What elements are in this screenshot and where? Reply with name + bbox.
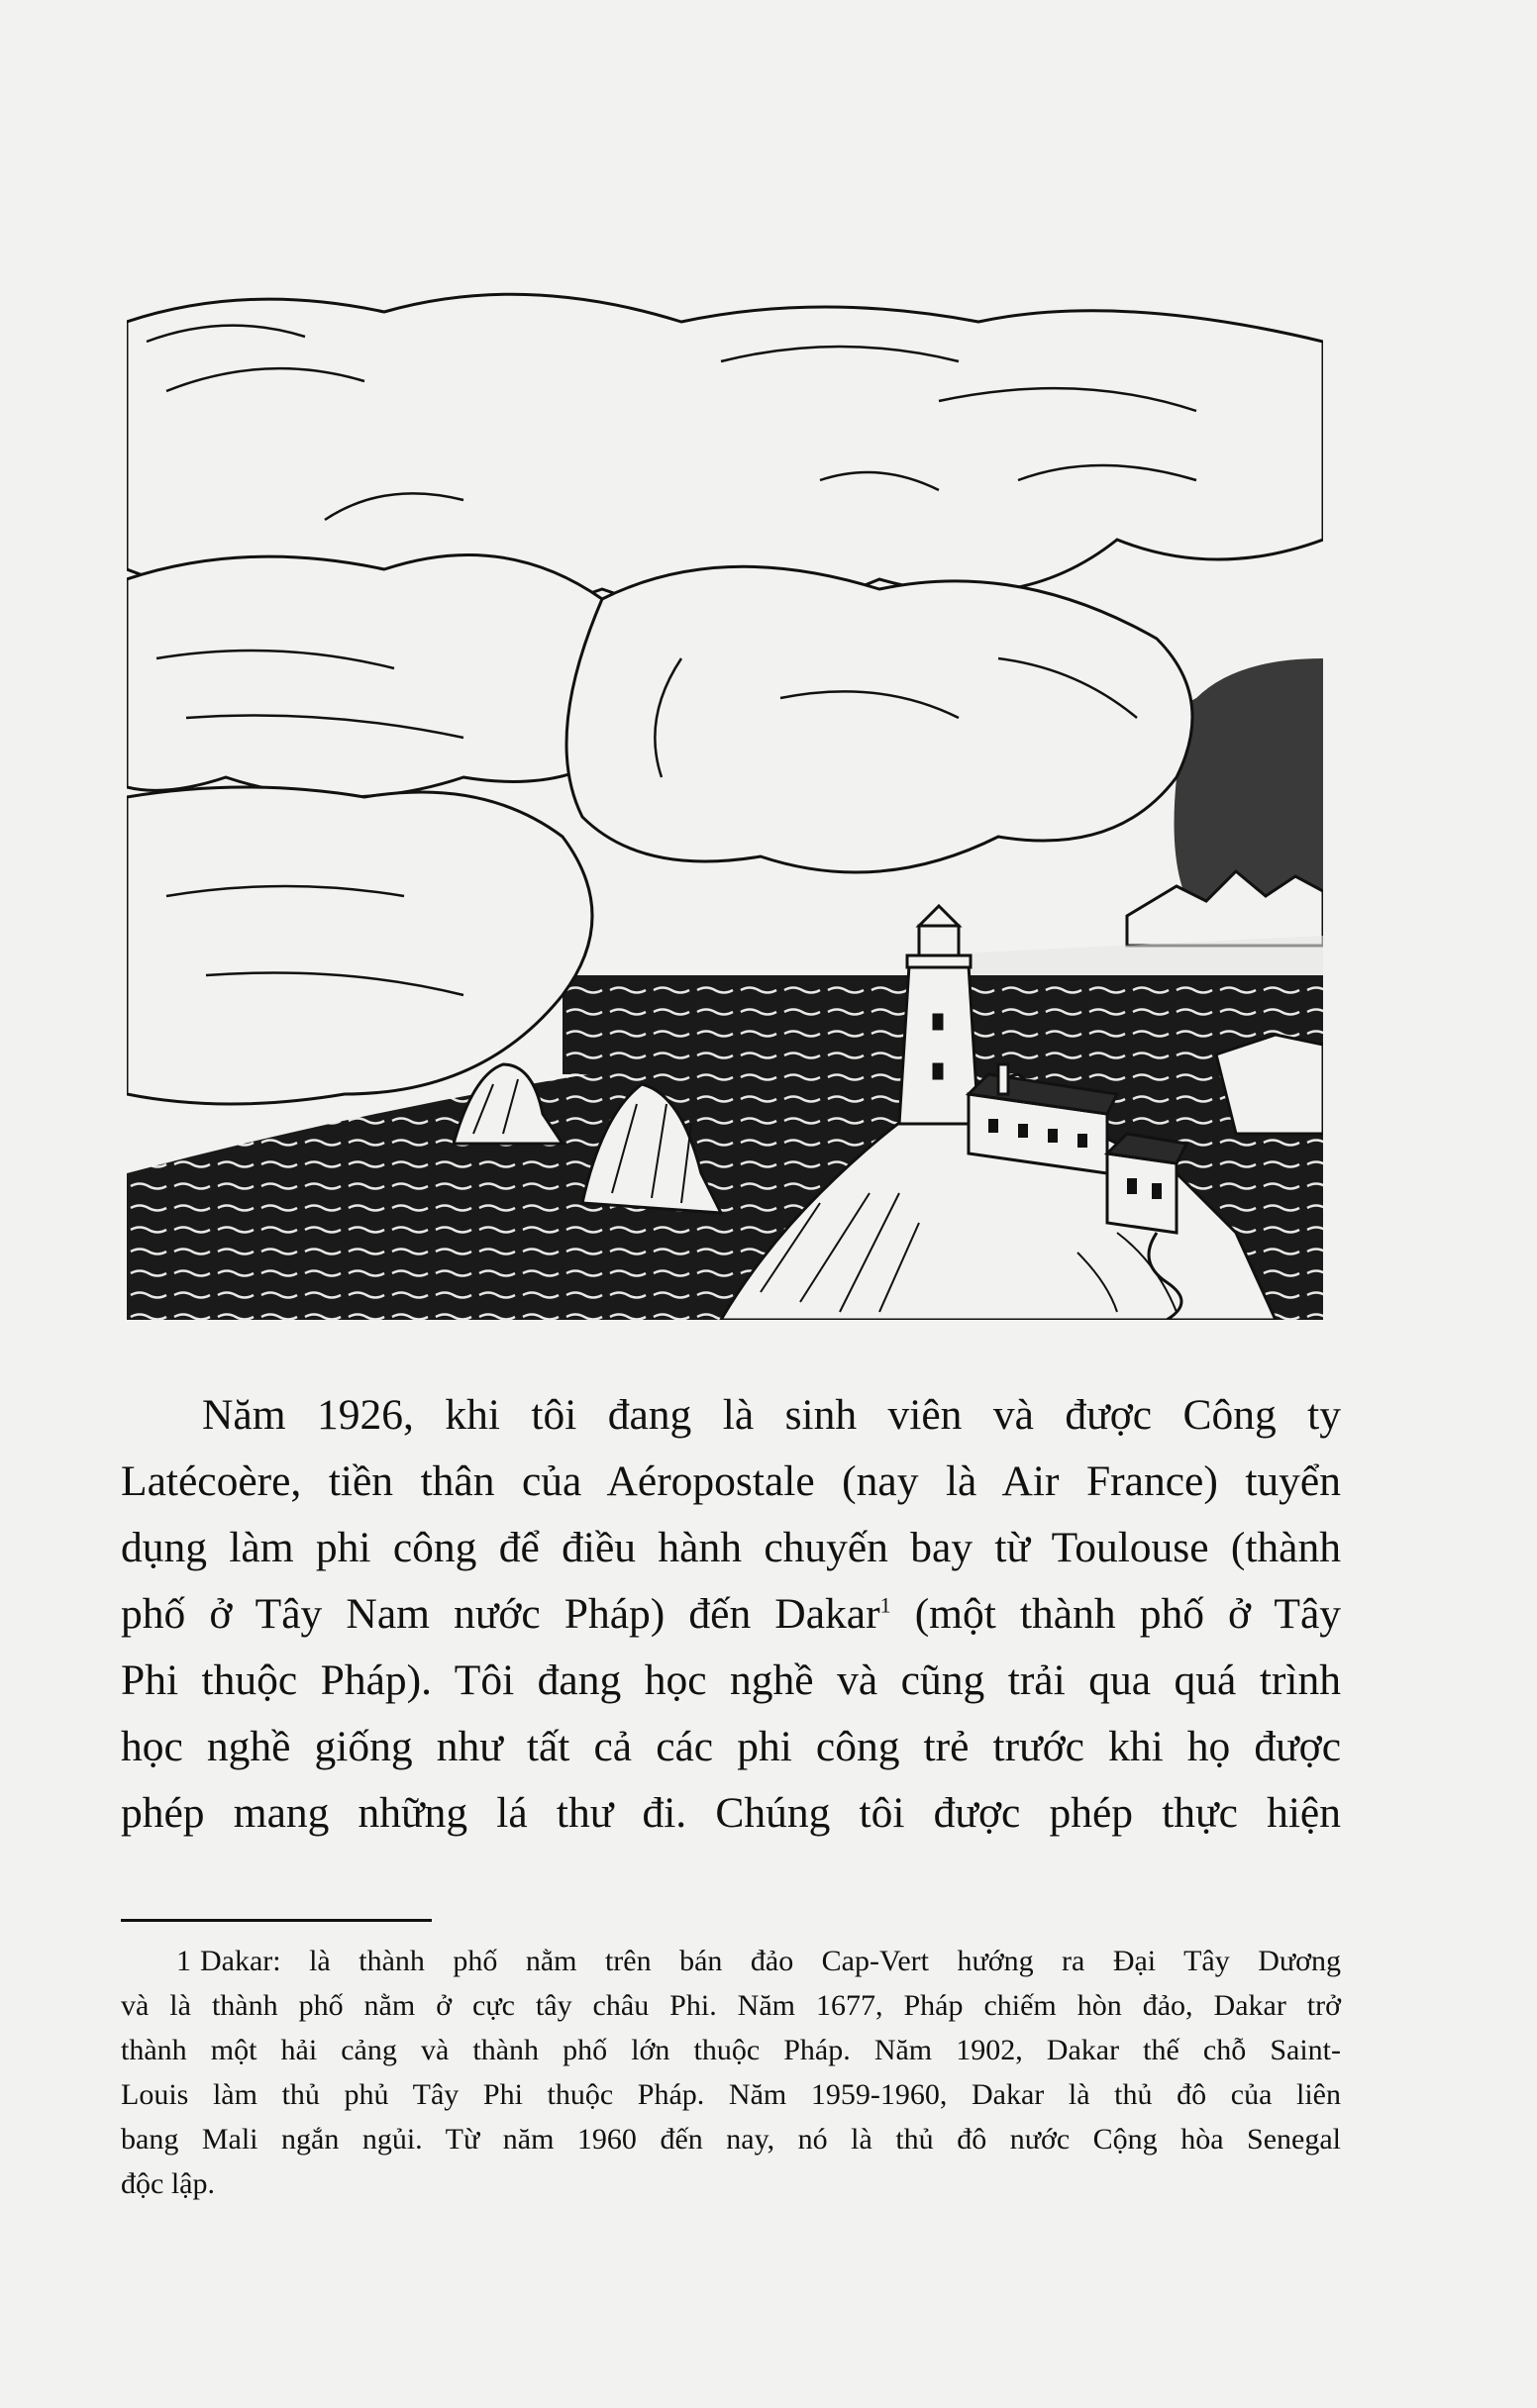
footnote-line: thành một hải cảng và thành phố lớn thuộc Pháp. Năm 1902, Dakar thế chỗ Saint- (121, 2034, 1341, 2066)
footnote-line: Louis làm thủ phủ Tây Phi thuộc Pháp. Năm 1959-1960, Dakar là thủ đô của liên (121, 2078, 1341, 2111)
footnote-line: độc lập. (121, 2167, 215, 2200)
text-line: phép mang những lá thư đi. Chúng tôi được phép thực hiện (121, 1789, 1341, 1837)
text-line: học nghề giống như tất cả các phi công trẻ trước khi họ được (121, 1723, 1341, 1770)
footnote-text: Dakar: là thành phố nằm trên bán đảo Cap-Vert hướng ra Đại Tây Dương (200, 1945, 1341, 1977)
footnote-number: 1 (176, 1945, 191, 1977)
footnote-reference[interactable]: 1 (879, 1592, 891, 1618)
footnote-line: và là thành phố nằm ở cực tây châu Phi. Năm 1677, Pháp chiếm hòn đảo, Dakar trở (121, 1989, 1341, 2022)
text-line-with-footnote (121, 1581, 1341, 1648)
text-segment: phố ở Tây Nam nước Pháp) đến Dakar (121, 1590, 880, 1638)
footnote (121, 1939, 1341, 2206)
text-line: dụng làm phi công để điều hành chuyến bay từ Toulouse (thành (121, 1524, 1341, 1571)
footnote-line (121, 1939, 1341, 1983)
footnote-divider (121, 1919, 432, 1922)
text-line: Latécoère, tiền thân của Aéropostale (nay là Air France) tuyển (121, 1457, 1341, 1505)
footnote-line: bang Mali ngắn ngủi. Từ năm 1960 đến nay, nó là thủ đô nước Cộng hòa Senegal (121, 2123, 1341, 2156)
text-line: Năm 1926, khi tôi đang là sinh viên và được Công ty (202, 1391, 1341, 1439)
text-segment: (một thành phố ở Tây (914, 1590, 1341, 1638)
text-line: Phi thuộc Pháp). Tôi đang học nghề và cũng trải qua quá trình (121, 1656, 1341, 1704)
lighthouse-illustration (127, 282, 1323, 1320)
main-paragraph (121, 1382, 1341, 1847)
